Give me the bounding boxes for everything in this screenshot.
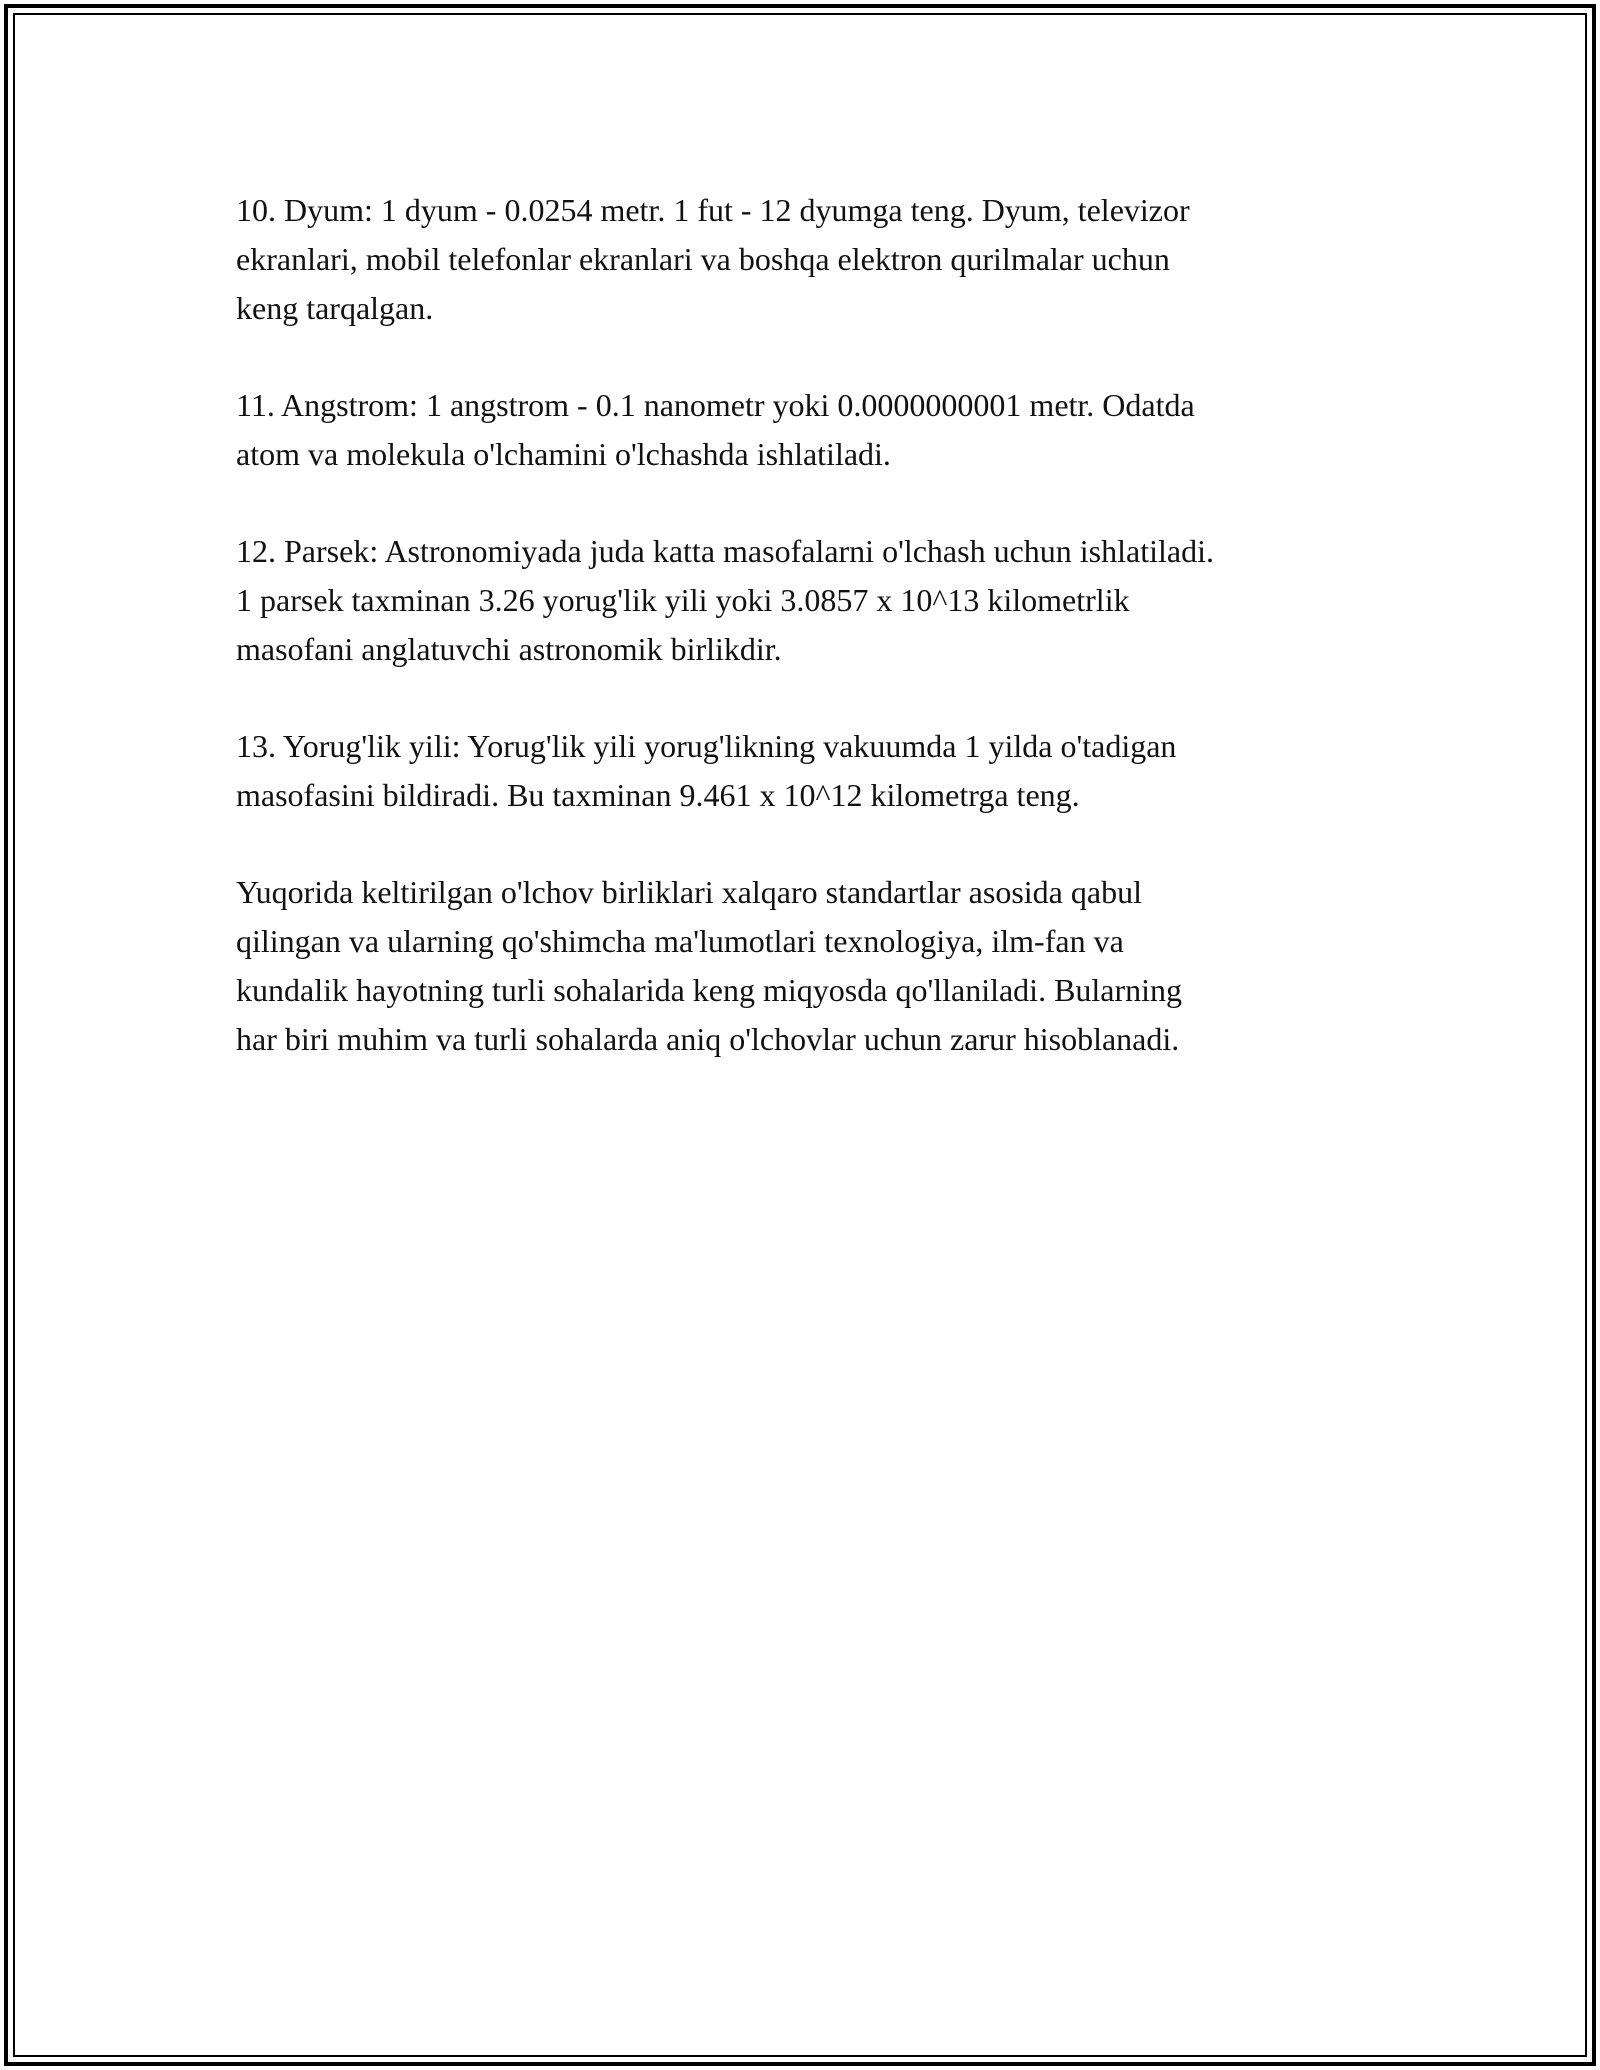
paragraph-yoruglik-yili bbox=[236, 722, 1376, 820]
text-line: 10. Dyum: 1 dyum - 0.0254 metr. 1 fut - 12 dyumga teng. Dyum, televizor bbox=[236, 192, 1190, 228]
text-line: qilingan va ularning qo'shimcha ma'lumotlari texnologiya, ilm-fan va bbox=[236, 923, 1124, 959]
text-line: 12. Parsek: Astronomiyada juda katta masofalarni o'lchash uchun ishlatiladi. bbox=[236, 533, 1214, 569]
text-line: masofasini bildiradi. Bu taxminan 9.461 x 10^12 kilometrga teng. bbox=[236, 777, 1080, 813]
paragraph-conclusion bbox=[236, 868, 1376, 1064]
text-line: har biri muhim va turli sohalarda aniq o'lchovlar uchun zarur hisoblanadi. bbox=[236, 1021, 1180, 1057]
document-body bbox=[236, 186, 1376, 1112]
paragraph-parsek bbox=[236, 527, 1376, 674]
paragraph-dyum bbox=[236, 186, 1376, 333]
text-line: Yuqorida keltirilgan o'lchov birliklari xalqaro standartlar asosida qabul bbox=[236, 874, 1142, 910]
text-line: 1 parsek taxminan 3.26 yorug'lik yili yoki 3.0857 x 10^13 kilometrlik bbox=[236, 582, 1130, 618]
text-line: atom va molekula o'lchamini o'lchashda ishlatiladi. bbox=[236, 436, 891, 472]
text-line: 13. Yorug'lik yili: Yorug'lik yili yorug'likning vakuumda 1 yilda o'tadigan bbox=[236, 728, 1177, 764]
text-line: keng tarqalgan. bbox=[236, 290, 434, 326]
text-line: ekranlari, mobil telefonlar ekranlari va boshqa elektron qurilmalar uchun bbox=[236, 241, 1170, 277]
paragraph-angstrom bbox=[236, 381, 1376, 479]
text-line: masofani anglatuvchi astronomik birlikdir. bbox=[236, 631, 782, 667]
text-line: kundalik hayotning turli sohalarida keng miqyosda qo'llaniladi. Bularning bbox=[236, 972, 1183, 1008]
text-line: 11. Angstrom: 1 angstrom - 0.1 nanometr yoki 0.0000000001 metr. Odatda bbox=[236, 387, 1195, 423]
